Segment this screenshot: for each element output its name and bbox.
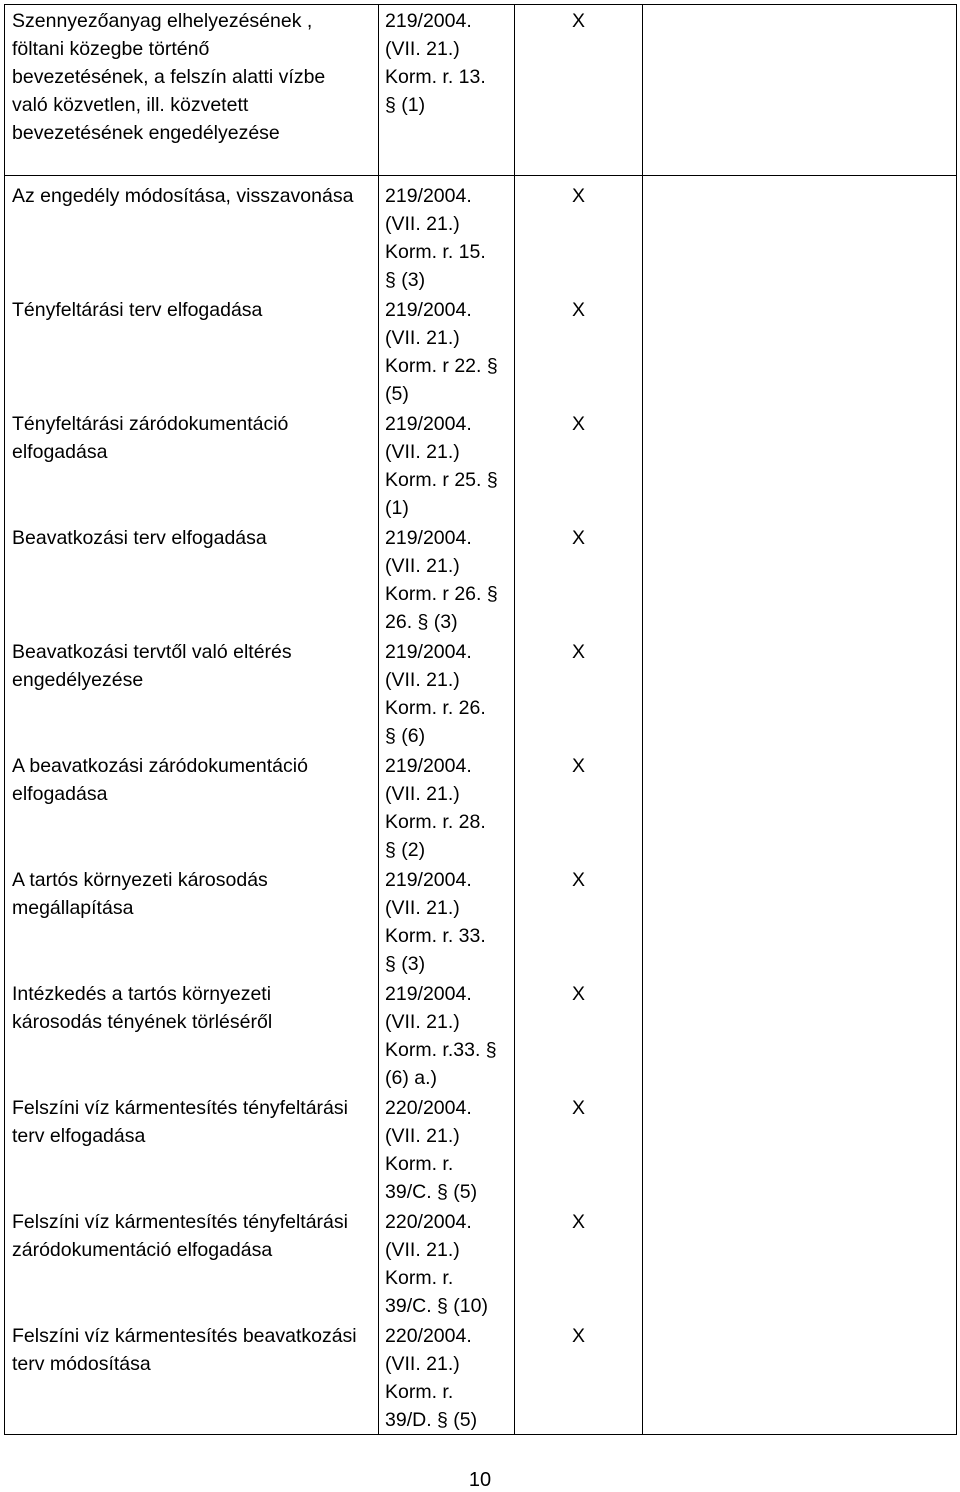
procedure-cell: A tartós környezeti károsodás megállapítása [5, 864, 379, 978]
table-row [5, 1206, 957, 1320]
mark-cell: X [515, 750, 643, 864]
procedure-cell: Beavatkozási tervtől való eltérés engedélyezése [5, 636, 379, 750]
legal-reference-cell: 220/2004. (VII. 21.) Korm. r. 39/C. § (10) [379, 1206, 515, 1320]
legal-reference-cell: 219/2004. (VII. 21.) Korm. r. 15. § (3) [379, 176, 515, 295]
procedure-cell: Felszíni víz kármentesítés tényfeltárási záródokumentáció elfogadása [5, 1206, 379, 1320]
legal-reference-cell: 219/2004. (VII. 21.) Korm. r 26. § 26. § (3) [379, 522, 515, 636]
procedure-cell: Intézkedés a tartós környezeti károsodás tényének törléséről [5, 978, 379, 1092]
extra-cell [643, 1320, 957, 1435]
table-row [5, 636, 957, 750]
procedure-cell: Felszíni víz kármentesítés tényfeltárási terv elfogadása [5, 1092, 379, 1206]
procedure-cell: Az engedély módosítása, visszavonása [5, 176, 379, 295]
extra-cell [643, 176, 957, 295]
mark-cell: X [515, 522, 643, 636]
procedure-table [4, 4, 957, 1435]
extra-cell [643, 978, 957, 1092]
extra-cell [643, 5, 957, 176]
extra-cell [643, 408, 957, 522]
legal-reference-cell: 219/2004. (VII. 21.) Korm. r 25. § (1) [379, 408, 515, 522]
legal-reference-cell: 219/2004. (VII. 21.) Korm. r. 28. § (2) [379, 750, 515, 864]
legal-reference-cell: 219/2004. (VII. 21.) Korm. r.33. § (6) a.) [379, 978, 515, 1092]
legal-reference-cell: 219/2004. (VII. 21.) Korm. r. 26. § (6) [379, 636, 515, 750]
table-row [5, 408, 957, 522]
legal-reference-cell: 220/2004. (VII. 21.) Korm. r. 39/D. § (5) [379, 1320, 515, 1435]
legal-reference-cell: 219/2004. (VII. 21.) Korm. r 22. § (5) [379, 294, 515, 408]
procedure-cell: Tényfeltárási terv elfogadása [5, 294, 379, 408]
procedure-cell: Tényfeltárási záródokumentáció elfogadása [5, 408, 379, 522]
table-row [5, 522, 957, 636]
mark-cell: X [515, 1320, 643, 1435]
procedure-cell: A beavatkozási záródokumentáció elfogadása [5, 750, 379, 864]
procedure-cell: Szennyezőanyag elhelyezésének , föltani közegbe történő bevezetésének, a felszín alatti vízbe való közvetlen, ill. közvetett bevezetésének engedélyezése [5, 5, 379, 176]
legal-reference-cell: 219/2004. (VII. 21.) Korm. r. 13. § (1) [379, 5, 515, 176]
legal-reference-cell: 220/2004. (VII. 21.) Korm. r. 39/C. § (5) [379, 1092, 515, 1206]
mark-cell: X [515, 294, 643, 408]
document-page [4, 4, 956, 1435]
extra-cell [643, 864, 957, 978]
table-row [5, 978, 957, 1092]
table-row [5, 750, 957, 864]
mark-cell: X [515, 1206, 643, 1320]
mark-cell: X [515, 176, 643, 295]
extra-cell [643, 522, 957, 636]
table-row [5, 1092, 957, 1206]
extra-cell [643, 636, 957, 750]
procedure-cell: Beavatkozási terv elfogadása [5, 522, 379, 636]
extra-cell [643, 1206, 957, 1320]
mark-cell: X [515, 864, 643, 978]
mark-cell: X [515, 636, 643, 750]
page-number: 10 [468, 1469, 492, 1491]
mark-cell: X [515, 408, 643, 522]
procedure-cell: Felszíni víz kármentesítés beavatkozási terv módosítása [5, 1320, 379, 1435]
table-row [5, 864, 957, 978]
legal-reference-cell: 219/2004. (VII. 21.) Korm. r. 33. § (3) [379, 864, 515, 978]
table-row [5, 176, 957, 295]
extra-cell [643, 294, 957, 408]
mark-cell: X [515, 5, 643, 176]
mark-cell: X [515, 1092, 643, 1206]
table-row [5, 294, 957, 408]
table-row [5, 5, 957, 176]
extra-cell [643, 1092, 957, 1206]
mark-cell: X [515, 978, 643, 1092]
extra-cell [643, 750, 957, 864]
table-row [5, 1320, 957, 1435]
